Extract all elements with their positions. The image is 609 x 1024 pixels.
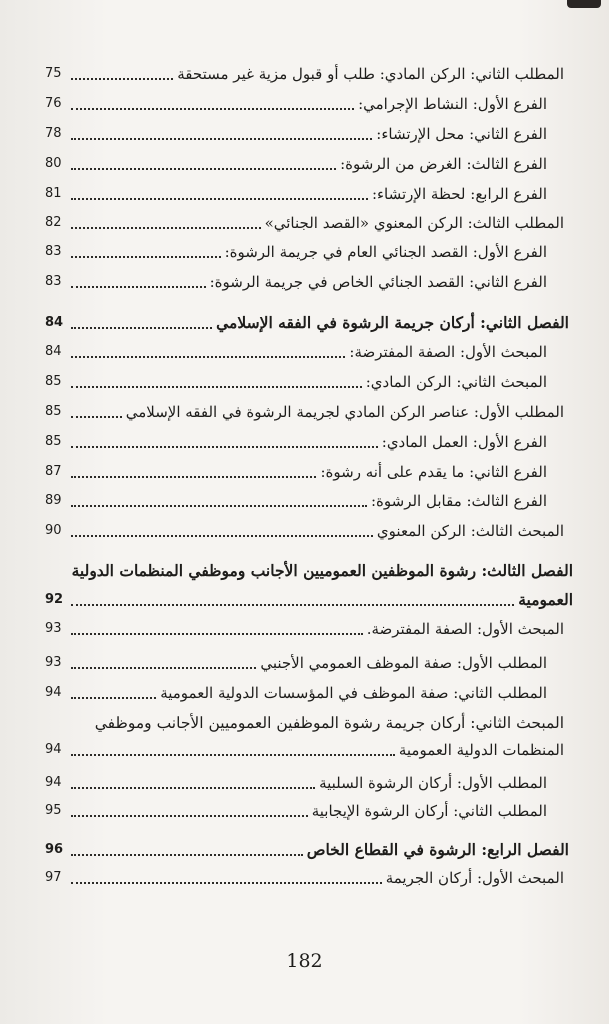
- toc-entry-page: 84: [45, 315, 64, 330]
- toc-entry-page: 94: [45, 775, 62, 790]
- leader-dots: [71, 445, 378, 448]
- toc-entry-page: 92: [45, 592, 64, 607]
- toc-entry: [45, 432, 547, 452]
- toc-entry-page: 90: [45, 523, 62, 538]
- leader-dots: [71, 881, 382, 884]
- toc-entry: [45, 521, 564, 541]
- toc-entry: [45, 124, 547, 144]
- toc-entry-title: الفرع الرابع: لحظة الإرتشاء:: [371, 185, 547, 203]
- toc-entry-title: الفرع الأول: النشاط الإجرامي:: [358, 95, 547, 113]
- leader-dots: [71, 475, 316, 478]
- toc-entry: المبحث الثاني: أركان جريمة رشوة الموظفين العموميين الأجانب وموظفي: [94, 714, 564, 732]
- leader-dots: [71, 107, 354, 110]
- toc-entry-page: 89: [45, 493, 62, 508]
- toc-entry-title: الفرع الثاني: القصد الجنائي الخاص في جريمة الرشوة:: [209, 273, 547, 291]
- toc-entry-title: الفرع الثالث: مقابل الرشوة:: [370, 492, 547, 510]
- toc-chapter-heading-cont: [45, 590, 573, 610]
- leader-dots: [71, 853, 303, 856]
- toc-entry-title: المبحث الأول: الصفة المفترضة.: [366, 620, 564, 638]
- leader-dots: [71, 666, 256, 669]
- toc-entry-page: 85: [45, 434, 62, 449]
- toc-entry-page: 94: [45, 685, 62, 700]
- leader-dots: [71, 696, 156, 699]
- leader-dots: [71, 753, 395, 756]
- toc-entry-page: 94: [45, 742, 62, 757]
- toc-entry-page: 85: [45, 404, 62, 419]
- leader-dots: [71, 197, 368, 200]
- leader-dots: [71, 255, 221, 258]
- toc-entry: [45, 64, 564, 84]
- toc-entry: [45, 272, 547, 292]
- toc-entry-title: المطلب الأول: صفة الموظف العمومي الأجنبي: [260, 654, 547, 672]
- leader-dots: [71, 603, 514, 606]
- toc-entry-page: 76: [45, 96, 62, 111]
- toc-entry-title: المنظمات الدولية العمومية: [398, 741, 564, 759]
- leader-dots: [71, 385, 362, 388]
- leader-dots: [71, 632, 363, 635]
- toc-entry: [45, 619, 564, 639]
- toc-entry-page: 95: [45, 803, 62, 818]
- toc-entry: [45, 342, 547, 362]
- toc-entry-page: 82: [45, 215, 62, 230]
- toc-entry-title: الفرع الثالث: الغرض من الرشوة:: [340, 155, 547, 173]
- toc-entry: [45, 213, 564, 233]
- toc-entry-title: الفرع الثاني: محل الإرتشاء:: [376, 125, 547, 143]
- toc-entry-title: المطلب الثاني: أركان الرشوة الإيجابية: [311, 802, 547, 820]
- toc-entry: [45, 372, 547, 392]
- toc-entry-page: 83: [45, 274, 62, 289]
- toc-entry-page: 87: [45, 464, 62, 479]
- leader-dots: [71, 326, 212, 329]
- toc-entry: [45, 402, 564, 422]
- toc-entry-page: 78: [45, 126, 62, 141]
- leader-dots: [71, 415, 122, 418]
- toc-entry-title: الفرع الأول: القصد الجنائي العام في جريمة الرشوة:: [224, 243, 547, 261]
- toc-entry-page: 75: [45, 66, 62, 81]
- leader-dots: [71, 167, 336, 170]
- toc-entry-page: 97: [45, 870, 62, 885]
- toc-entry: [45, 154, 547, 174]
- toc-entry-cont: [45, 740, 564, 760]
- toc-entry: [45, 491, 547, 511]
- toc-entry-page: 93: [45, 655, 62, 670]
- toc-entry-title: المطلب الأول: عناصر الركن المادي لجريمة الرشوة في الفقه الإسلامي: [125, 403, 564, 421]
- toc-entry: [45, 242, 547, 262]
- toc-entry-title: المبحث الثاني: الركن المادي:: [365, 373, 547, 391]
- toc-entry-title: المبحث الأول: أركان الجريمة: [385, 869, 564, 887]
- leader-dots: [71, 534, 373, 537]
- leader-dots: [71, 226, 261, 229]
- toc-entry-title: المبحث الثالث: الركن المعنوي: [376, 522, 564, 540]
- toc-chapter-heading: الفصل الثالث: رشوة الموظفين العموميين الأجانب وموظفي المنظمات الدولية: [71, 561, 573, 580]
- toc-entry: [45, 773, 547, 793]
- leader-dots: [71, 786, 315, 789]
- toc-entry-title: المبحث الأول: الصفة المفترضة:: [349, 343, 547, 361]
- toc-entry-page: 96: [45, 842, 64, 857]
- toc-entry-page: 85: [45, 374, 62, 389]
- toc-entry-title: المطلب الأول: أركان الرشوة السلبية: [319, 774, 547, 792]
- toc-entry-title: المطلب الثالث: الركن المعنوي «القصد الجنائي»: [264, 214, 564, 232]
- toc-entry: [45, 653, 547, 673]
- toc-chapter-heading: [45, 313, 569, 333]
- toc-entry-page: 80: [45, 156, 62, 171]
- toc-entry-title: العمومية: [518, 590, 573, 609]
- toc-entry-title: الفرع الأول: العمل المادي:: [381, 433, 547, 451]
- toc-entry: [45, 462, 547, 482]
- toc-entry-page: 81: [45, 186, 62, 201]
- toc-entry: [45, 184, 547, 204]
- toc-entry: [45, 683, 547, 703]
- toc-entry-title: المطلب الثاني: صفة الموظف في المؤسسات الدولية العمومية: [160, 684, 547, 702]
- toc-chapter-heading: [45, 840, 569, 860]
- toc-entry-page: 93: [45, 621, 62, 636]
- toc-entry-page: 83: [45, 244, 62, 259]
- leader-dots: [71, 355, 345, 358]
- leader-dots: [71, 504, 367, 507]
- toc-entry-title: الفصل الرابع: الرشوة في القطاع الخاص: [306, 840, 569, 859]
- toc-entry-title: المطلب الثاني: الركن المادي: طلب أو قبول مزية غير مستحقة: [177, 65, 564, 83]
- toc-entry-page: 84: [45, 344, 62, 359]
- leader-dots: [71, 285, 206, 288]
- leader-dots: [71, 137, 372, 140]
- toc-entry-title: الفصل الثاني: أركان جريمة الرشوة في الفقه الإسلامي: [216, 313, 569, 332]
- toc-entry-title: الفرع الثاني: ما يقدم على أنه رشوة:: [320, 463, 547, 481]
- leader-dots: [71, 77, 173, 80]
- toc-entry: [45, 801, 547, 821]
- toc-entry: [45, 94, 547, 114]
- toc-entry: [45, 868, 564, 888]
- page-number: 182: [286, 950, 323, 972]
- leader-dots: [71, 814, 308, 817]
